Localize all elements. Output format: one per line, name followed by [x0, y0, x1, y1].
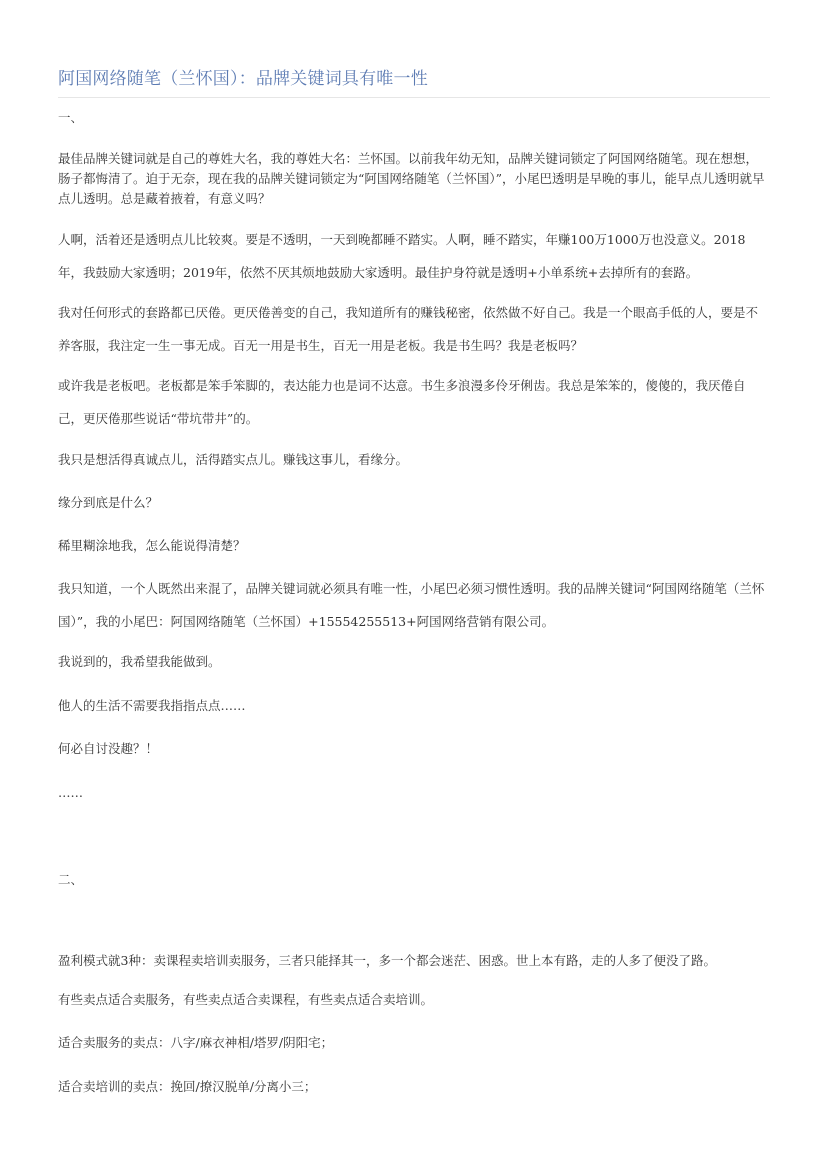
paragraph: 最佳品牌关键词就是自己的尊姓大名，我的尊姓大名：兰怀国。以前我年幼无知，品牌关键词锁定了阿国网络随笔。现在想想，肠子都悔清了。迫于无奈，现在我的品牌关键词锁定为“阿国网络随笔（兰怀国）”，小尾巴透明是早晚的事儿，能早点儿透明就早点儿透明。总是藏着掖着，有意义吗？ — [58, 151, 765, 206]
section-one-marker: 一、 — [58, 110, 84, 125]
title-divider — [58, 97, 770, 98]
paragraph: 盈利模式就3种：卖课程卖培训卖服务，三者只能择其一，多一个都会迷茫、困惑。世上本有路，走的人多了便没了路。 — [58, 953, 716, 968]
paragraph: 他人的生活不需要我指指点点…… — [58, 698, 246, 713]
paragraph: 适合卖培训的卖点：挽回/撩汉脱单/分离小三； — [58, 1079, 317, 1094]
paragraph: 适合卖服务的卖点：八字/麻衣神相/塔罗/阴阳宅； — [58, 1035, 334, 1050]
paragraph: 我对任何形式的套路都已厌倦。更厌倦善变的自己，我知道所有的赚钱秘密，依然做不好自己。我是一个眼高手低的人，要是不养客服，我注定一生一事无成。百无一用是书生，百无一用是老板。我是书生吗？我是老板吗？ — [58, 305, 759, 353]
paragraph: 人啊，活着还是透明点儿比较爽。要是不透明，一天到晚都睡不踏实。人啊，睡不踏实，年赚100万1000万也没意义。2018年，我鼓励大家透明；2019年，依然不厌其烦地鼓励大家透明。最佳护身符就是透明+小单系统+去掉所有的套路。 — [58, 232, 746, 280]
paragraph: …… — [58, 785, 83, 800]
paragraph: 缘分到底是什么？ — [58, 495, 159, 510]
article-title: 阿国网络随笔（兰怀国）：品牌关键词具有唯一性 — [58, 69, 428, 89]
paragraph: 稀里糊涂地我，怎么能说得清楚？ — [58, 538, 246, 553]
paragraph: 我只是想活得真诚点儿，活得踏实点儿。赚钱这事儿，看缘分。 — [58, 452, 409, 467]
paragraph: 有些卖点适合卖服务，有些卖点适合卖课程，有些卖点适合卖培训。 — [58, 992, 434, 1007]
paragraph: 或许我是老板吧。老板都是笨手笨脚的，表达能力也是词不达意。书生多浪漫多伶牙俐齿。我总是笨笨的，傻傻的，我厌倦自己，更厌倦那些说话“带坑带井”的。 — [58, 378, 746, 426]
paragraph: 何必自讨没趣？！ — [58, 741, 159, 756]
paragraph: 我说到的，我希望我能做到。 — [58, 654, 221, 669]
section-two-marker: 二、 — [58, 872, 84, 887]
paragraph: 我只知道，一个人既然出来混了，品牌关键词就必须具有唯一性，小尾巴必须习惯性透明。我的品牌关键词“阿国网络随笔（兰怀国）”，我的小尾巴：阿国网络随笔（兰怀国）+15554255513+阿国网络营销有限公司。 — [58, 581, 765, 629]
